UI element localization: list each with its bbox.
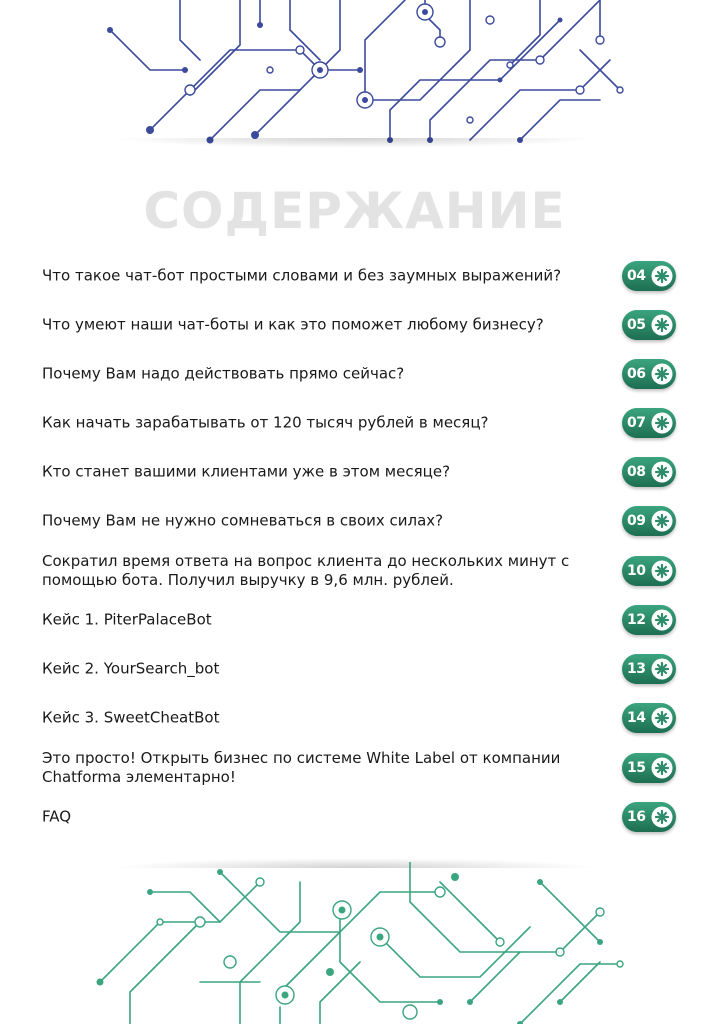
toc-item[interactable]: [42, 649, 682, 689]
toc-item[interactable]: [42, 748, 682, 788]
page-badge[interactable]: [622, 605, 676, 635]
page-badge[interactable]: [622, 310, 676, 340]
page-number: 09: [627, 513, 646, 529]
toc-item-title: Что такое чат-бот простыми словами и без заумных выражений?: [42, 266, 562, 285]
toc-item[interactable]: [42, 551, 682, 591]
page-number: 16: [627, 809, 646, 825]
toc-item-title: Кейс 3. SweetCheatBot: [42, 708, 220, 727]
page-number: 05: [627, 317, 646, 333]
page-number: 15: [627, 760, 646, 776]
arrow-cross-icon: [651, 412, 673, 434]
toc-item[interactable]: [42, 698, 682, 738]
arrow-cross-icon: [651, 314, 673, 336]
toc-item-title: Как начать зарабатывать от 120 тысяч рублей в месяц?: [42, 413, 489, 432]
toc-item[interactable]: [42, 452, 682, 492]
page-badge[interactable]: [622, 261, 676, 291]
circuit-decoration-top: [0, 0, 709, 150]
arrow-cross-icon: [651, 560, 673, 582]
toc-item-title: Почему Вам надо действовать прямо сейчас?: [42, 364, 405, 383]
page-number: 04: [627, 268, 646, 284]
circuit-decoration-bottom: [0, 862, 709, 1024]
toc-item[interactable]: [42, 797, 682, 837]
toc-item-title: Сократил время ответа на вопрос клиента до нескольких минут с помощью бота. Получил выручку в 9,6 млн. рублей.: [42, 552, 570, 589]
page-number: 10: [627, 563, 646, 579]
arrow-cross-icon: [651, 658, 673, 680]
toc-item-title: Кейс 2. YourSearch_bot: [42, 659, 220, 678]
page-badge[interactable]: [622, 506, 676, 536]
page-number: 07: [627, 415, 646, 431]
arrow-cross-icon: [651, 757, 673, 779]
toc-item[interactable]: [42, 501, 682, 541]
page-badge[interactable]: [622, 556, 676, 586]
toc-item-title: Кейс 1. PiterPalaceBot: [42, 610, 212, 629]
arrow-cross-icon: [651, 609, 673, 631]
page-badge[interactable]: [622, 359, 676, 389]
page-badge[interactable]: [622, 457, 676, 487]
toc-item-title: FAQ: [42, 807, 72, 826]
page-divider-top: [110, 138, 600, 148]
toc-item-title: Почему Вам не нужно сомневаться в своих силах?: [42, 511, 444, 530]
page-badge[interactable]: [622, 802, 676, 832]
arrow-cross-icon: [651, 806, 673, 828]
page-title: СОДЕРЖАНИЕ: [143, 182, 566, 240]
toc-item[interactable]: [42, 256, 682, 296]
page-badge[interactable]: [622, 408, 676, 438]
toc-item[interactable]: [42, 600, 682, 640]
toc-item-title: Это просто! Открыть бизнес по системе White Label от компании Chatforma элементарно!: [42, 749, 561, 786]
arrow-cross-icon: [651, 707, 673, 729]
toc-item[interactable]: [42, 305, 682, 345]
arrow-cross-icon: [651, 461, 673, 483]
toc-item[interactable]: [42, 354, 682, 394]
arrow-cross-icon: [651, 265, 673, 287]
page-number: 12: [627, 612, 646, 628]
arrow-cross-icon: [651, 510, 673, 532]
page-number: 13: [627, 661, 646, 677]
toc-item-title: Кто станет вашими клиентами уже в этом месяце?: [42, 462, 451, 481]
page-number: 06: [627, 366, 646, 382]
toc-item-title: Что умеют наши чат-боты и как это поможет любому бизнесу?: [42, 315, 544, 334]
page-number: 14: [627, 710, 646, 726]
page-badge[interactable]: [622, 654, 676, 684]
toc-item[interactable]: [42, 403, 682, 443]
page-badge[interactable]: [622, 703, 676, 733]
page-number: 08: [627, 464, 646, 480]
page-badge[interactable]: [622, 753, 676, 783]
arrow-cross-icon: [651, 363, 673, 385]
